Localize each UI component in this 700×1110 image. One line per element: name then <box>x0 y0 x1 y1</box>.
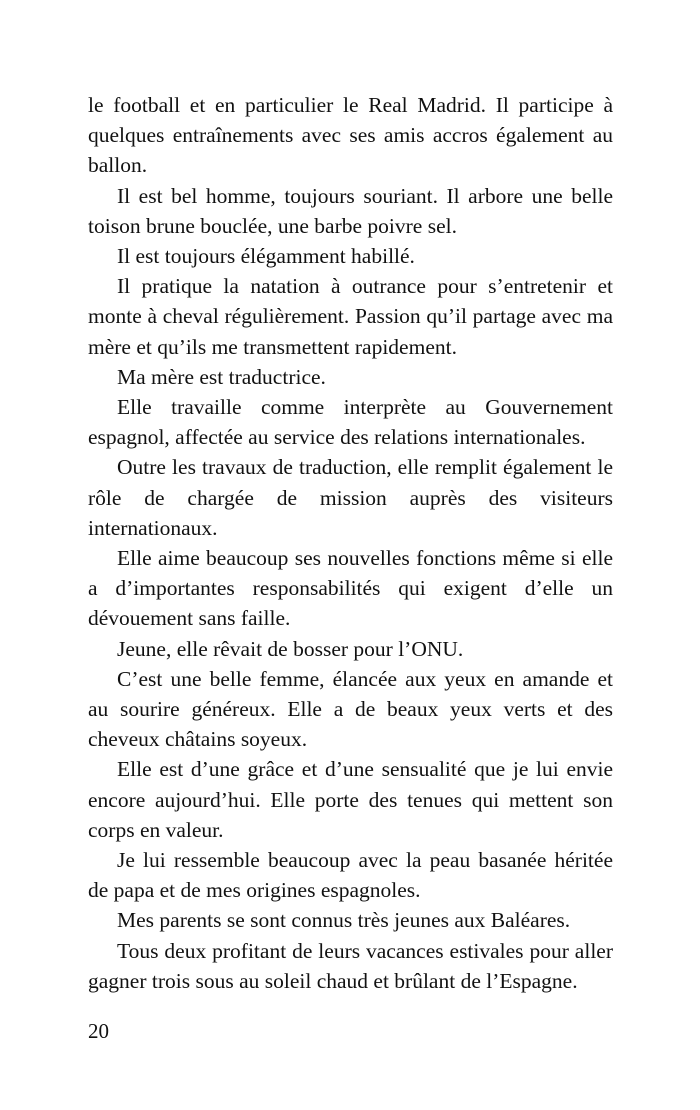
paragraph: C’est une belle femme, élancée aux yeux en amande et au sourire généreux. Elle a de beaux yeux verts et des cheveux châtains soyeux. <box>88 666 613 752</box>
paragraph: Il pratique la natation à outrance pour s’entretenir et monte à cheval régulièrement. Passion qu’il partage avec ma mère et qu’ils me transmettent rapidement. <box>88 274 613 359</box>
paragraph: Je lui ressemble beaucoup avec la peau basanée héritée de papa et de mes origines espagnoles. <box>88 848 613 903</box>
page-number: 20 <box>88 1019 109 1043</box>
paragraph: Tous deux profitant de leurs vacances estivales pour aller gagner trois sous au soleil chaud et brûlant de l’Espagne. <box>88 938 613 993</box>
paragraph: Mes parents se sont connus très jeunes aux Baléares. <box>117 908 571 933</box>
paragraph: le football et en particulier le Real Madrid. Il participe à quelques entraînements avec ses amis accros également au ballon. <box>88 93 613 178</box>
paragraph: Elle est d’une grâce et d’une sensualité que je lui envie encore aujourd’hui. Elle porte des tenues qui mettent son corps en valeur. <box>88 757 613 842</box>
paragraph: Elle travaille comme interprète au Gouvernement espagnol, affectée au service des relations internationales. <box>88 395 613 450</box>
paragraph: Il est toujours élégamment habillé. <box>117 244 415 269</box>
paragraph: Outre les travaux de traduction, elle remplit également le rôle de chargée de mission auprès des visiteurs internationaux. <box>88 455 613 540</box>
body-text <box>88 90 613 996</box>
paragraph: Jeune, elle rêvait de bosser pour l’ONU. <box>117 636 464 661</box>
paragraph: Il est bel homme, toujours souriant. Il arbore une belle toison brune bouclée, une barbe poivre sel. <box>88 183 613 238</box>
paragraph: Elle aime beaucoup ses nouvelles fonctions même si elle a d’importantes responsabilités qui exigent d’elle un dévouement sans faille. <box>88 546 613 631</box>
paragraph: Ma mère est traductrice. <box>117 364 326 389</box>
